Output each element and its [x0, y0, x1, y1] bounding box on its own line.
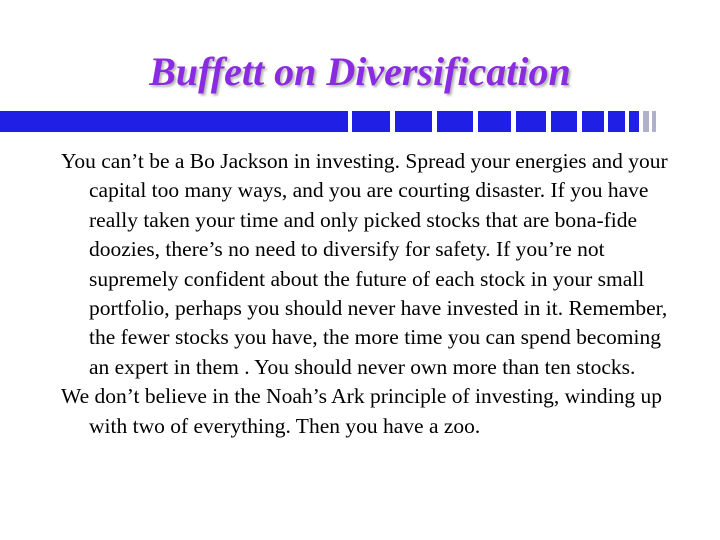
decorative-square — [629, 111, 639, 132]
decorative-square — [352, 111, 390, 132]
decorative-square — [551, 111, 577, 132]
decorative-square — [395, 111, 432, 132]
decorative-square — [652, 111, 656, 132]
decorative-bar — [0, 111, 348, 132]
decorative-bar-strip — [0, 106, 720, 132]
body-paragraph-1: You can’t be a Bo Jackson in investing. Spread your energies and your capital too many ways, and you are courting disaster. If you have really taken your time and only picked stocks that are bona-fide doozies, there’s no need to diversify for safety. If you’re not supremely confident about the future of each stock in your small portfolio, perhaps you should never have invested in it. Remember, the fewer stocks you have, the more time you can spend becoming an expert in them . You should never own more than ten stocks. — [61, 149, 668, 379]
decorative-square — [582, 111, 604, 132]
decorative-square — [643, 111, 649, 132]
decorative-square — [437, 111, 473, 132]
body-paragraph-2: We don’t believe in the Noah’s Ark principle of investing, winding up with two of everything. Then you have a zoo. — [61, 384, 662, 438]
slide-title: Buffett on Diversification — [149, 49, 571, 94]
decorative-square — [608, 111, 625, 132]
decorative-square — [478, 111, 511, 132]
decorative-square — [516, 111, 546, 132]
slide-body — [61, 147, 671, 441]
